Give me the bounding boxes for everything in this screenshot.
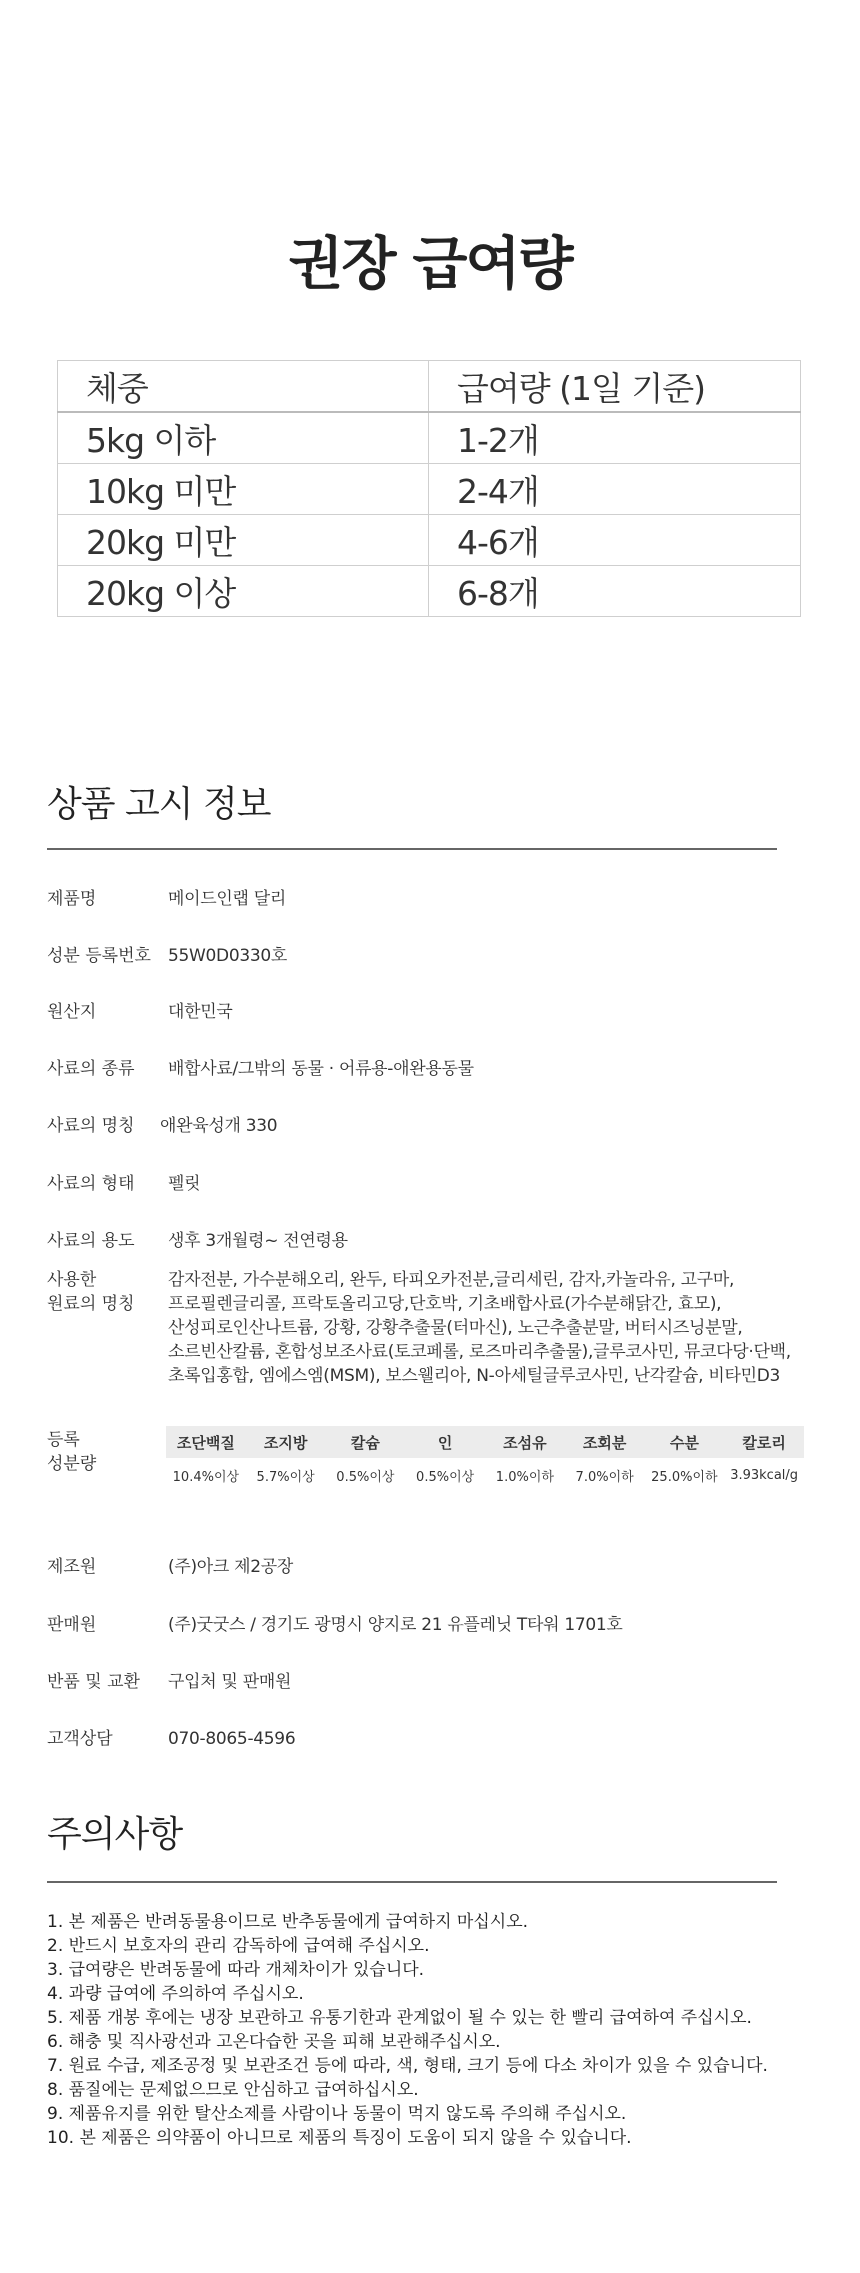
- amount-header: 급여량 (1일 기준): [429, 361, 801, 413]
- feed-name-value: 애완육성개 330: [160, 1116, 278, 1136]
- list-item: 1. 본 제품은 반려동물용이므로 반추동물에게 급여하지 마십시오.: [47, 1912, 529, 1932]
- list-item: 8. 품질에는 문제없으므로 안심하고 급여하십시오.: [47, 2080, 419, 2100]
- list-item: 6. 해충 및 직사광선과 고온다습한 곳을 피해 보관해주십시오.: [47, 2032, 501, 2052]
- nutrition-header: 조단백질: [166, 1426, 246, 1458]
- table-row: [58, 412, 801, 464]
- weight-header: 체중: [58, 361, 429, 413]
- info-title: 상품 고시 정보: [47, 784, 271, 825]
- nutrition-value: 0.5%이상: [416, 1469, 475, 1485]
- nutrition-label-line: 성분량: [47, 1454, 97, 1474]
- caution-divider: [47, 1881, 777, 1883]
- returns-label: 반품 및 교환: [47, 1672, 140, 1692]
- amount-cell: 2-4개: [429, 464, 801, 515]
- feed-usage-label: 사료의 용도: [47, 1231, 135, 1251]
- list-item: 3. 급여량은 반려동물에 따라 개체차이가 있습니다.: [47, 1960, 425, 1980]
- table-row: [58, 566, 801, 617]
- ingredients-line: 소르빈산칼륨, 혼합성보조사료(토코페롤, 로즈마리추출물),글루코사민, 뮤코다당·단백,: [168, 1342, 791, 1362]
- caution-list: [47, 1910, 768, 2150]
- origin-label: 원산지: [47, 1002, 97, 1022]
- nutrition-header: 칼슘: [326, 1426, 406, 1458]
- origin-value: 대한민국: [168, 1002, 233, 1022]
- manufacturer-label: 제조원: [47, 1557, 97, 1577]
- ingredients-label-line: 원료의 명칭: [47, 1294, 135, 1314]
- weight-cell: 20kg 이상: [58, 566, 429, 617]
- feed-form-value: 펠릿: [168, 1174, 201, 1194]
- nutrition-value: 1.0%이하: [495, 1469, 554, 1485]
- customer-service-value: 070-8065-4596: [168, 1729, 296, 1749]
- list-item: 7. 원료 수급, 제조공정 및 보관조건 등에 따라, 색, 형태, 크기 등에 다소 차이가 있을 수 있습니다.: [47, 2056, 768, 2076]
- list-item: 9. 제품유지를 위한 탈산소제를 사람이나 동물이 먹지 않도록 주의해 주십시오.: [47, 2104, 627, 2124]
- product-name-value: 메이드인랩 달리: [168, 889, 286, 909]
- table-row: [58, 464, 801, 515]
- ingredients-value: [168, 1268, 791, 1388]
- list-item: 2. 반드시 보호자의 관리 감독하에 급여해 주십시오.: [47, 1936, 430, 1956]
- nutrition-header: 칼로리: [724, 1426, 804, 1458]
- ingredients-line: 감자전분, 가수분해오리, 완두, 타피오카전분,글리세린, 감자,카놀라유, 고구마,: [168, 1270, 735, 1290]
- nutrition-table: [166, 1426, 804, 1492]
- weight-cell: 10kg 미만: [58, 464, 429, 515]
- customer-service-label: 고객상담: [47, 1729, 113, 1749]
- ingredients-label: [47, 1268, 135, 1316]
- feed-usage-value: 생후 3개월령~ 전연령용: [168, 1231, 348, 1251]
- nutrition-value: 3.93kcal/g: [730, 1467, 799, 1483]
- feeding-title: 권장 급여량: [288, 231, 572, 297]
- ingredients-label-line: 사용한: [47, 1270, 97, 1290]
- list-item: 5. 제품 개봉 후에는 냉장 보관하고 유통기한과 관계없이 될 수 있는 한 빨리 급여하여 주십시오.: [47, 2008, 752, 2028]
- feeding-table-header: [58, 361, 801, 413]
- feeding-table: [57, 360, 801, 617]
- nutrition-label-line: 등록: [47, 1430, 80, 1450]
- registration-number-label: 성분 등록번호: [47, 946, 151, 966]
- table-row: [58, 515, 801, 566]
- nutrition-value: 0.5%이상: [336, 1469, 395, 1485]
- ingredients-line: 초록입홍합, 엠에스엠(MSM), 보스웰리아, N-아세틸글루코사민, 난각칼슘, 비타민D3: [168, 1366, 781, 1386]
- feed-type-value: 배합사료/그밖의 동물 · 어류용-애완용동물: [168, 1059, 474, 1079]
- list-item: 4. 과량 급여에 주의하여 주십시오.: [47, 1984, 304, 2004]
- info-divider: [47, 848, 777, 850]
- nutrition-value: 5.7%이상: [256, 1469, 315, 1485]
- amount-cell: 4-6개: [429, 515, 801, 566]
- nutrition-value-row: [166, 1458, 804, 1492]
- nutrition-label: [47, 1428, 96, 1476]
- ingredients-line: 산성피로인산나트륨, 강황, 강황추출물(터마신), 노근추출분말, 버터시즈닝분말,: [168, 1318, 743, 1338]
- feed-name-label: 사료의 명칭: [47, 1116, 135, 1136]
- feed-type-label: 사료의 종류: [47, 1059, 135, 1079]
- list-item: 10. 본 제품은 의약품이 아니므로 제품의 특징이 도움이 되지 않을 수 있습니다.: [47, 2128, 632, 2148]
- weight-cell: 20kg 미만: [58, 515, 429, 566]
- ingredients-line: 프로필렌글리콜, 프락토올리고당,단호박, 기초배합사료(가수분해닭간, 효모),: [168, 1294, 722, 1314]
- nutrition-header: 수분: [645, 1426, 725, 1458]
- nutrition-header: 조섬유: [485, 1426, 565, 1458]
- nutrition-value: 25.0%이하: [651, 1469, 718, 1485]
- nutrition-header: 조지방: [246, 1426, 326, 1458]
- nutrition-header-row: [166, 1426, 804, 1458]
- feed-form-label: 사료의 형태: [47, 1174, 135, 1194]
- amount-cell: 1-2개: [429, 412, 801, 464]
- returns-value: 구입처 및 판매원: [168, 1672, 292, 1692]
- amount-cell: 6-8개: [429, 566, 801, 617]
- product-name-label: 제품명: [47, 889, 97, 909]
- nutrition-value: 10.4%이상: [172, 1469, 240, 1485]
- caution-title: 주의사항: [47, 1814, 183, 1855]
- nutrition-header: 인: [405, 1426, 485, 1458]
- registration-number-value: 55W0D0330호: [168, 946, 288, 966]
- manufacturer-value: (주)아크 제2공장: [168, 1557, 294, 1577]
- seller-label: 판매원: [47, 1615, 97, 1635]
- nutrition-header: 조회분: [565, 1426, 645, 1458]
- seller-value: (주)굿굿스 / 경기도 광명시 양지로 21 유플레닛 T타워 1701호: [168, 1615, 623, 1635]
- weight-cell: 5kg 이하: [58, 412, 429, 464]
- nutrition-value: 7.0%이하: [575, 1469, 634, 1485]
